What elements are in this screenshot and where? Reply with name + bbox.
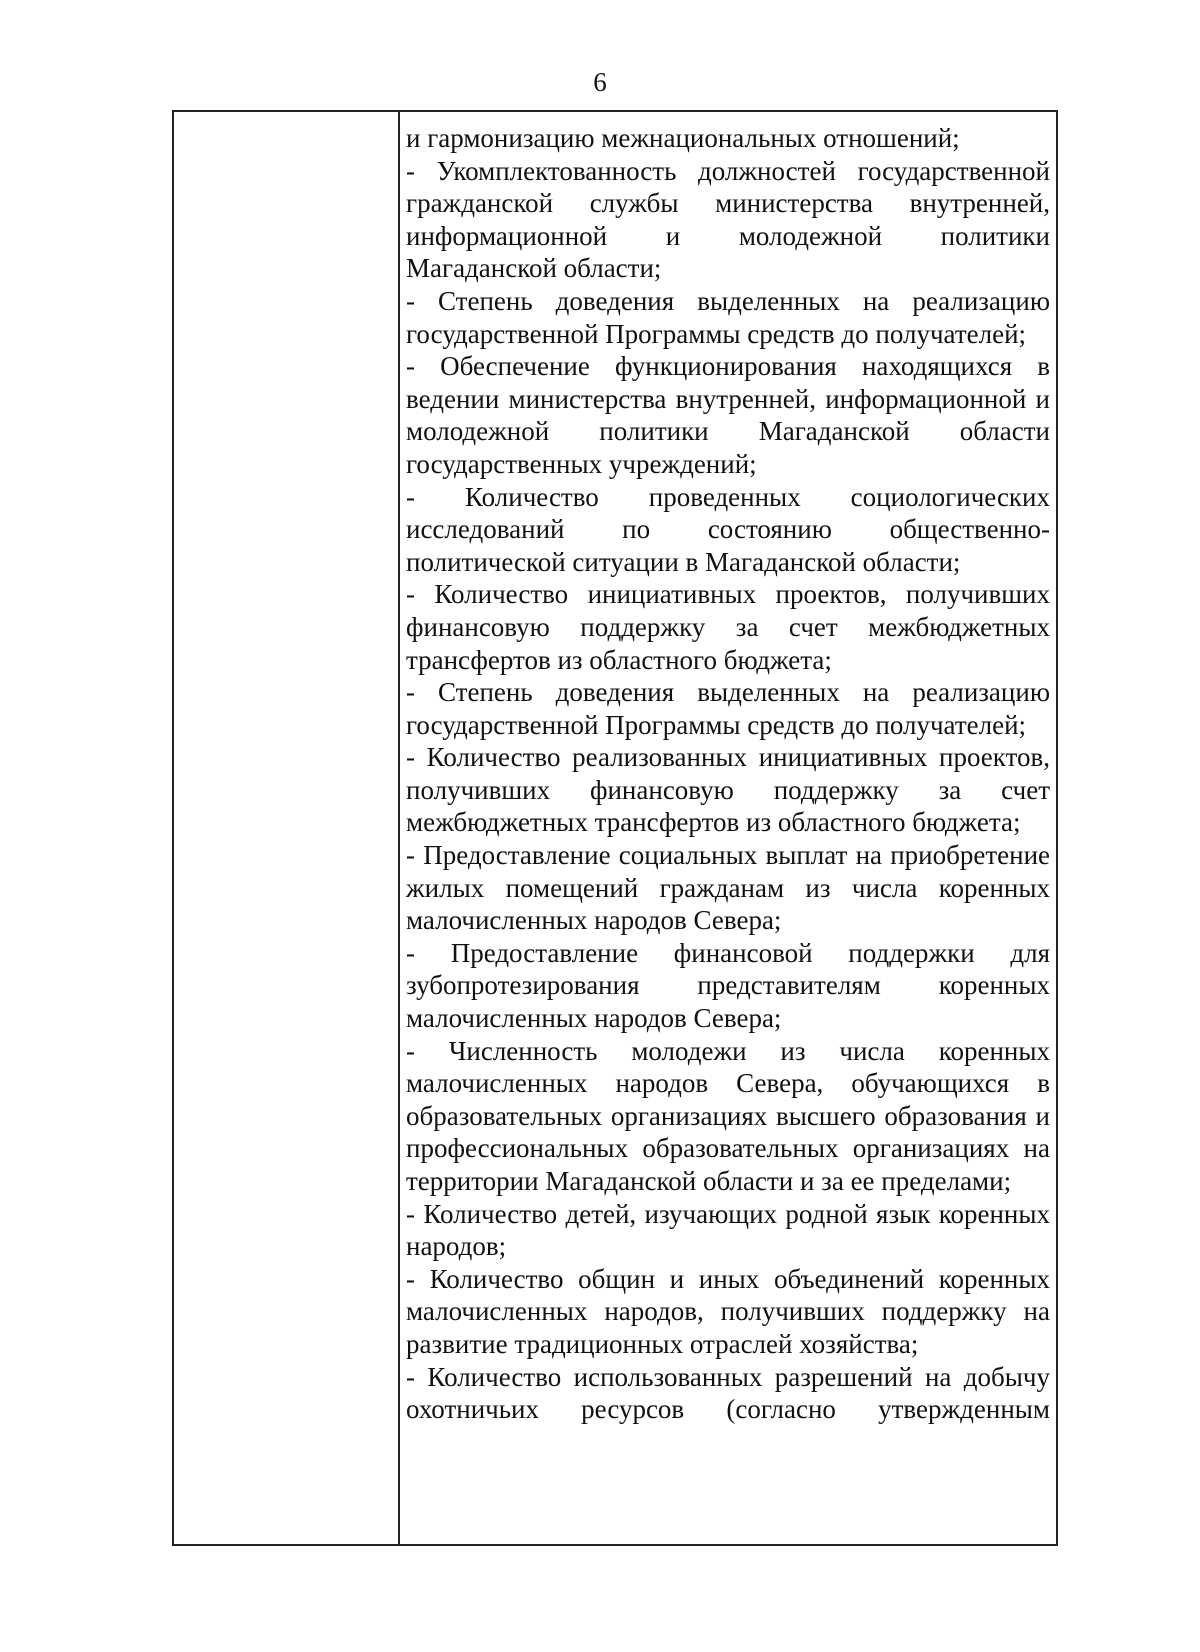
indicator-paragraph: - Укомплектованность должностей государственной гражданской службы министерства внутренней, информационной и молодежной политики Магаданской области; [406, 155, 1050, 284]
document-table [172, 110, 1058, 1546]
indicator-paragraph: - Численность молодежи из числа коренных малочисленных народов Севера, обучающихся в образовательных организациях высшего образования и профессиональных образовательных организациях на территории Магаданской области и за ее пределами; [406, 1035, 1050, 1196]
indicator-paragraph: - Количество детей, изучающих родной язык коренных народов; [406, 1198, 1050, 1262]
indicator-paragraph: - Количество общин и иных объединений коренных малочисленных народов, получивших поддержку на развитие традиционных отраслей хозяйства; [406, 1263, 1050, 1359]
indicator-paragraph: - Обеспечение функционирования находящихся в ведении министерства внутренней, информационной и молодежной политики Магаданской области государственных учреждений; [406, 351, 1050, 479]
indicator-paragraph: - Количество инициативных проектов, получивших финансовую поддержку за счет межбюджетных трансфертов из областного бюджета; [406, 579, 1050, 675]
indicator-paragraph: - Количество реализованных инициативных проектов, получивших финансовую поддержку за счет межбюджетных трансфертов из областного бюджета; [406, 742, 1050, 838]
indicator-paragraph: - Степень доведения выделенных на реализацию государственной Программы средств до получателей; [406, 285, 1050, 349]
indicator-paragraph: - Степень доведения выделенных на реализацию государственной Программы средств до получателей; [406, 677, 1050, 740]
indicator-paragraph: - Предоставление социальных выплат на приобретение жилых помещений гражданам из числа коренных малочисленных народов Севера; [406, 840, 1050, 936]
table-left-cell [174, 112, 400, 1544]
page-number: 6 [593, 67, 607, 97]
indicator-paragraph: - Предоставление финансовой поддержки для зубопротезирования представителям коренных малочисленных народов Севера; [406, 937, 1050, 1034]
indicator-paragraph: и гармонизацию межнациональных отношений; [406, 123, 960, 153]
table-right-cell [400, 112, 1056, 1544]
indicator-paragraph: - Количество использованных разрешений на добычу охотничьих ресурсов (согласно утвержденным [406, 1361, 1050, 1425]
indicator-paragraph: - Количество проведенных социологических исследований по состоянию общественно-политической ситуации в Магаданской области; [406, 481, 1050, 577]
